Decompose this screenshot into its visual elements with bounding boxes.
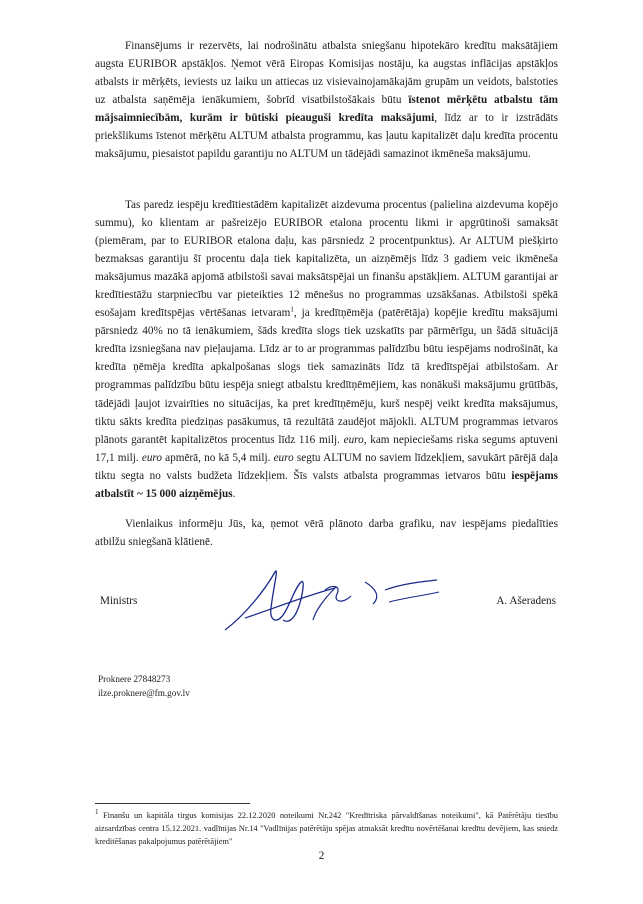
p2-text-3: , kam nepieciešams riska segums aptuveni 17,1 milj.: [95, 433, 558, 464]
paragraph-capitalization: [95, 196, 558, 503]
p2-text-1: Tas paredz iespēju kredītiestādēm kapitalizēt aizdevuma procentus (palielina aizdevuma kopējo summu), ko klientam ar pašreizējo EURIBOR etalona procentu likmi ir apgrūtinoši samaksāt (piemēram, par to EURIBOR etalona daļu, kas pārsniedz 2 procentpunktus). Ar ALTUM piešķirto bezmaksas garantiju šī procentu daļa tiek kapitalizēta, un aizņēmējs līdz 3 gadiem veic ikmēneša maksājumus mazākā apjomā atbilstoši savai maksātspējai un finanšu apstākļiem. ALTUM garantijai ar kredītiestāžu starpniecību var pieteikties 12 mēnešus no programmas uzsākšanas. Atbilstoši spēkā esošajam kredītspējas vērtēšanas ietvaram: [95, 199, 558, 320]
signer-role: Ministrs: [100, 595, 138, 607]
footnote: [95, 810, 558, 848]
footnote-reference[interactable]: 1: [290, 305, 294, 314]
p2-text-2: , ja kredītņēmēja (patērētāja) kopējie kredītu maksājumi pārsniedz 40% no tā ienākumiem, šāds kredīta slogs tiek uzskatīts par pārmērīgu, un šādā situācijā kredīta izsniegšana nav pieļaujama. Līdz ar to ar programmas palīdzību būtu iespējams nodrošināt, ka kredīta ņēmēja kredīta apkalpošanas slogs tiek samazināts līdz tā kredītspējai atbilstošam. Ar programmas palīdzību būtu iespēja sniegt atbalstu kredītņēmējiem, kas nonākuši maksājumu grūtībās, tādējādi ļaujot izvairīties no situācijas, ka pret kredītņēmēju, kurš nespēj veikt kredīta maksājumus, tiktu sākts kredīta piedziņas pasākumus, tā rezultātā zaudējot mājokli. ALTUM programmas ietvaros plānots garantēt kapitalizētos procentus līdz 116 milj.: [95, 307, 558, 446]
p2-text-end: .: [232, 487, 236, 500]
p1-text-b: , līdz ar to ir izstrādāts priekšlikums īstenot mērķētu ALTUM atbalsta programmu, kas ļautu kapitalizēt daļu kredīta procentu maksājumu, piesaistot papildu garantiju no ALTUM un tādējādi samazinot ikmēneša maksājumu.: [95, 112, 558, 161]
euro-italic: euro: [273, 451, 294, 464]
contact-block: [98, 672, 190, 700]
signer-name: A. Ašeradens: [496, 595, 556, 607]
euro-italic: euro: [141, 451, 162, 464]
p2-text-5: segtu ALTUM no saviem līdzekļiem, savukārt pārējā daļa tiktu segta no valsts budžeta līdzekļiem. Šīs valsts atbalsta programmas ietvaros būtu: [95, 451, 558, 482]
p1-text-a: Finansējums ir rezervēts, lai nodrošinātu atbalsta sniegšanu hipotekāro kredītu maksātājiem augsta EURIBOR apstākļos. Ņemot vērā Eiropas Komisijas nostāju, ka augstas inflācijas apstākļos atbalsts ir mērķēts, ieviests uz laiku un attiecas uz visievainojamākajām grupām un veidots, balstoties uz atbalsta saņēmēja ienākumiem, šobrīd visatbilstošākais būtu: [95, 40, 558, 107]
p2-text-4: apmērā, no kā 5,4 milj.: [161, 451, 274, 464]
p1-bold-text: īstenot mērķētu atbalstu tām mājsaimniecībām, kurām ir būtiski pieauguši kredīta maksājumi: [95, 94, 559, 125]
contact-email[interactable]: ilze.proknere@fm.gov.lv: [98, 688, 190, 698]
handwritten-signature: [205, 560, 445, 640]
footnote-number: 1: [95, 808, 99, 817]
paragraph-attendance: Vienlaikus informēju Jūs, ka, ņemot vērā plānoto darba grafiku, nav iespējams piedalīties atbilžu sniegšanā klātienē.: [95, 518, 558, 549]
paragraph-funding-reserved: [95, 37, 558, 163]
euro-italic: euro: [343, 433, 364, 446]
p2-bold-text: iespējams atbalstīt ~ 15 000 aizņēmējus: [95, 469, 558, 500]
footnote-divider: [95, 803, 250, 804]
page-number: 2: [318, 850, 325, 862]
contact-person: Proknere 27848273: [98, 674, 171, 684]
footnote-text: Finanšu un kapitāla tirgus komisijas 22.12.2020 noteikumi Nr.242 "Kredītriska pārvaldīšanas noteikumi", kā Patērētāju tiesību aizsardzības centra 15.12.2021. vadlīnijas Nr.14 "Vadlīnijas patērētāju spējas atmaksāt kredītu novērtēšanai kredītu devējiem, kas sniedz kreditēšanas pakalpojumus patērētājiem": [95, 811, 558, 846]
